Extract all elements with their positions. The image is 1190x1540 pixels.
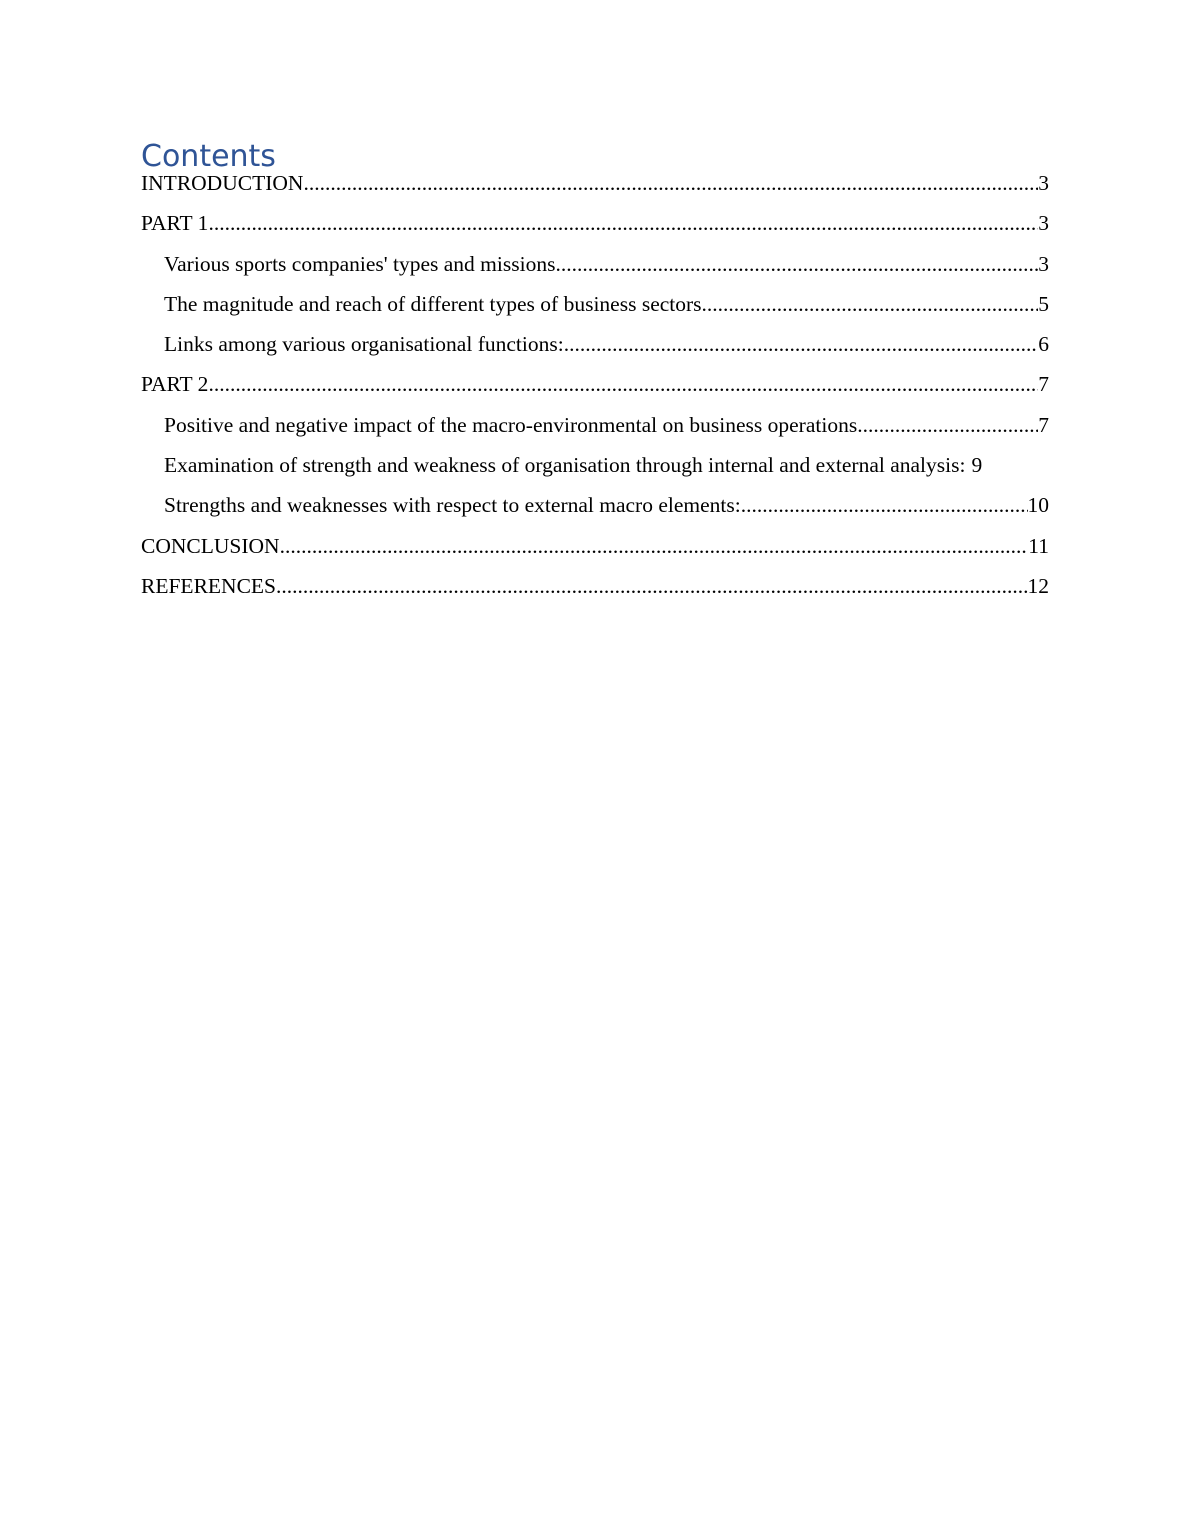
- toc-entry-page-number: 7: [1038, 412, 1049, 437]
- toc-entry-label: Various sports companies' types and missions: [164, 251, 556, 276]
- toc-entry-page-number: 6: [1038, 332, 1049, 357]
- toc-entry-page-number: 7: [1038, 372, 1049, 397]
- toc-entry-label: Links among various organisational functions:: [164, 332, 564, 357]
- toc-entry-external-macro-elements[interactable]: [141, 490, 1049, 530]
- toc-entry-label: PART 1: [141, 211, 209, 236]
- toc-entry-page-number: 3: [1038, 251, 1049, 276]
- toc-entry-label: Strengths and weaknesses with respect to external macro elements:: [164, 493, 741, 518]
- toc-entry-label: INTRODUCTION: [141, 171, 304, 195]
- toc-dot-leader: [564, 329, 1039, 359]
- toc-entry-page-number: 10: [1027, 493, 1049, 518]
- toc-dot-leader: [280, 531, 1029, 561]
- toc-title: Contents: [141, 139, 276, 174]
- toc-entry-macro-environmental-impact[interactable]: [141, 410, 1049, 450]
- toc-dot-leader: [208, 369, 1038, 399]
- toc-entry-page-number: 9: [971, 453, 983, 478]
- toc-entry-label: REFERENCES: [141, 573, 276, 598]
- toc-dot-leader: [303, 168, 1038, 198]
- toc-entry-page-number: 11: [1028, 533, 1049, 558]
- toc-entry-part-1[interactable]: [141, 208, 1049, 248]
- toc-entry-strength-weakness-examination[interactable]: [141, 450, 1049, 490]
- toc-entry-page-number: 5: [1038, 291, 1049, 316]
- toc-entry-page-number: 3: [1038, 211, 1049, 236]
- toc-entry-business-sectors[interactable]: [141, 289, 1049, 329]
- toc-entry-label: The magnitude and reach of different types of business sectors: [164, 291, 702, 316]
- toc-dot-leader: [555, 249, 1038, 279]
- toc-dot-leader: [276, 571, 1028, 601]
- toc-entry-part-2[interactable]: [141, 369, 1049, 409]
- toc-entry-label: Examination of strength and weakness of organisation through internal and external analysis:: [164, 453, 966, 478]
- toc-entry-page-number: 12: [1027, 573, 1049, 598]
- toc-dot-leader: [702, 289, 1039, 319]
- toc-entry-label: PART 2: [141, 372, 209, 397]
- toc-entry-conclusion[interactable]: [141, 531, 1049, 571]
- toc-entry-page-number: 3: [1038, 171, 1049, 195]
- table-of-contents: [141, 138, 1049, 611]
- toc-list: [141, 168, 1049, 611]
- toc-dot-leader: [208, 208, 1038, 238]
- toc-entry-references[interactable]: [141, 571, 1049, 611]
- toc-entry-label: Positive and negative impact of the macro-environmental on business operations: [164, 412, 858, 437]
- toc-entry-label: CONCLUSION: [141, 533, 280, 558]
- toc-dot-leader: [741, 490, 1028, 520]
- toc-dot-leader: [857, 410, 1038, 440]
- toc-entry-introduction[interactable]: [141, 168, 1049, 208]
- toc-entry-sports-companies[interactable]: [141, 249, 1049, 289]
- toc-entry-organisational-functions[interactable]: [141, 329, 1049, 369]
